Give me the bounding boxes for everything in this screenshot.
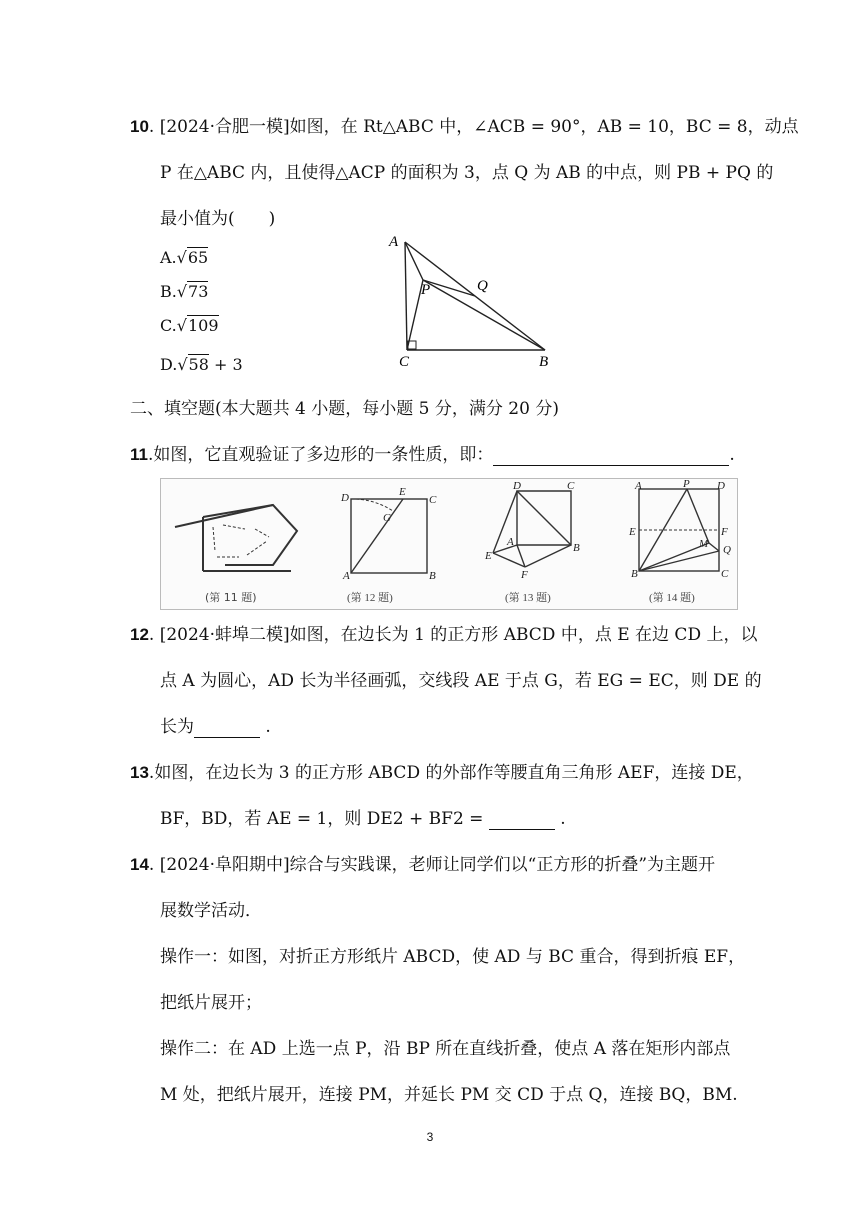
q12-text-1: . [2024·蚌埠二模]如图，在边长为 1 的正方形 ABCD 中，点 E 在边 CD 上，以 — [148, 625, 758, 645]
q10-option-d[interactable]: D.√58 + 3 — [160, 355, 243, 374]
q13-answer-blank[interactable] — [489, 812, 555, 830]
figure-strip-svg — [161, 479, 737, 609]
q10-option-b[interactable]: B.√73 — [160, 282, 209, 301]
fig14-label-e: E — [629, 526, 636, 538]
q10-triangle-figure — [385, 228, 560, 368]
q10-line-3: 最小值为( ) — [160, 209, 276, 229]
label-q: Q — [477, 278, 488, 294]
caption-fig13: (第 13 题) — [505, 592, 551, 604]
q13-text-1: .如图，在边长为 3 的正方形 ABCD 的外部作等腰直角三角形 AEF，连接 DE， — [148, 763, 754, 783]
q12-line-2: 点 A 为圆心，AD 长为半径画弧，交线段 AE 于点 G，若 EG = EC，则 DE 的 — [160, 671, 762, 691]
q14-number: 14 — [130, 855, 149, 874]
q13-number: 13 — [130, 763, 149, 782]
q13-text-2: BF，BD，若 AE = 1，则 DE2 + BF2 = — [160, 809, 489, 829]
fig13-label-c: C — [567, 480, 575, 492]
figure-strip — [160, 478, 738, 610]
q14-line-5: 操作二：在 AD 上选一点 P，沿 BP 所在直线折叠，使点 A 落在矩形内部点 — [160, 1039, 731, 1059]
label-b: B — [539, 354, 549, 368]
caption-fig14: (第 14 题) — [649, 592, 695, 604]
page-number: 3 — [426, 1130, 434, 1144]
fig14-label-b: B — [631, 568, 638, 580]
option-radicand: 58 — [188, 355, 209, 374]
fig14-square — [639, 489, 719, 571]
fig13-label-b: B — [573, 542, 580, 554]
q13-line-2 — [160, 808, 566, 830]
q12-number: 12 — [130, 625, 149, 644]
q12-answer-blank[interactable] — [194, 720, 260, 738]
q11-answer-blank[interactable] — [493, 448, 729, 466]
fig14-label-m: M — [699, 538, 709, 550]
option-radicand: 73 — [188, 282, 209, 301]
label-p: P — [421, 282, 431, 298]
q10-number: 10 — [130, 117, 149, 136]
q13-line-1 — [130, 762, 754, 784]
fig12-label-b: B — [429, 570, 436, 582]
q11-number: 11 — [130, 445, 148, 464]
caption-fig11: (第 11 题) — [205, 591, 257, 604]
fig14-label-a: A — [635, 480, 642, 492]
fig13-label-d: D — [513, 480, 521, 492]
q10-text-1: . [2024·合肥一模]如图，在 Rt△ABC 中，∠ACB = 90°，AB = 10，BC = 8，动点 — [148, 117, 799, 137]
fig12-label-e: E — [399, 486, 406, 498]
option-radicand: 109 — [187, 316, 219, 335]
fig12-square — [351, 499, 427, 573]
q14-line-3: 操作一：如图，对折正方形纸片 ABCD，使 AD 与 BC 重合，得到折痕 EF， — [160, 947, 746, 967]
fig12-label-d: D — [341, 492, 349, 504]
q11-text: .如图，它直观验证了多边形的一条性质，即： — [147, 445, 494, 465]
q12-line-3 — [160, 716, 271, 738]
segment-pq — [423, 280, 475, 296]
fig14-label-f: F — [721, 526, 728, 538]
fig13-label-e: E — [485, 550, 492, 562]
section-title: 二、填空题(本大题共 4 小题，每小题 5 分，满分 20 分) — [130, 399, 559, 419]
label-a: A — [389, 234, 399, 250]
caption-fig12: (第 12 题) — [347, 592, 393, 604]
fig11-polygon — [175, 505, 297, 571]
q10-line-2: P 在△ABC 内，且使得△ACP 的面积为 3，点 Q 为 AB 的中点，则 PB + PQ 的 — [160, 163, 774, 183]
q10-line-1 — [130, 116, 799, 138]
segment-ac — [405, 242, 407, 350]
q14-line-1 — [130, 854, 715, 876]
q12-text-3: 长为 — [160, 717, 194, 737]
fig14-label-d: D — [717, 480, 725, 492]
fig14-label-c: C — [721, 568, 729, 580]
q13-end: . — [554, 809, 566, 829]
fig12-label-a: A — [343, 570, 350, 582]
q10-option-c[interactable]: C.√109 — [160, 316, 219, 335]
fig12-label-c: C — [429, 494, 437, 506]
segment-ap — [405, 242, 423, 280]
option-radicand: 65 — [187, 248, 209, 267]
q12-end: . — [260, 717, 271, 737]
q10-option-a[interactable]: A.√65 — [160, 248, 209, 267]
q14-line-6: M 处，把纸片展开，连接 PM，并延长 PM 交 CD 于点 Q，连接 BQ，BM. — [160, 1085, 738, 1105]
fig13-square — [493, 491, 571, 567]
fig13-label-f: F — [521, 569, 528, 581]
q14-line-4: 把纸片展开； — [160, 993, 262, 1013]
q11-end: . — [729, 445, 735, 465]
option-letter: B. — [160, 282, 177, 301]
q14-line-2: 展数学活动． — [160, 901, 262, 921]
option-letter: D. — [160, 355, 178, 374]
fig12-label-g: G — [383, 512, 391, 524]
q12-line-1 — [130, 624, 757, 646]
option-letter: C. — [160, 316, 177, 335]
fig14-label-q: Q — [723, 544, 731, 556]
option-tail: + 3 — [208, 355, 243, 374]
fig13-label-a: A — [507, 536, 514, 548]
option-letter: A. — [160, 248, 177, 267]
q11-line — [130, 444, 735, 466]
fig14-label-p: P — [683, 479, 690, 490]
label-c: C — [399, 354, 410, 368]
q14-text-1: . [2024·阜阳期中]综合与实践课，老师让同学们以“正方形的折叠”为主题开 — [148, 855, 716, 875]
